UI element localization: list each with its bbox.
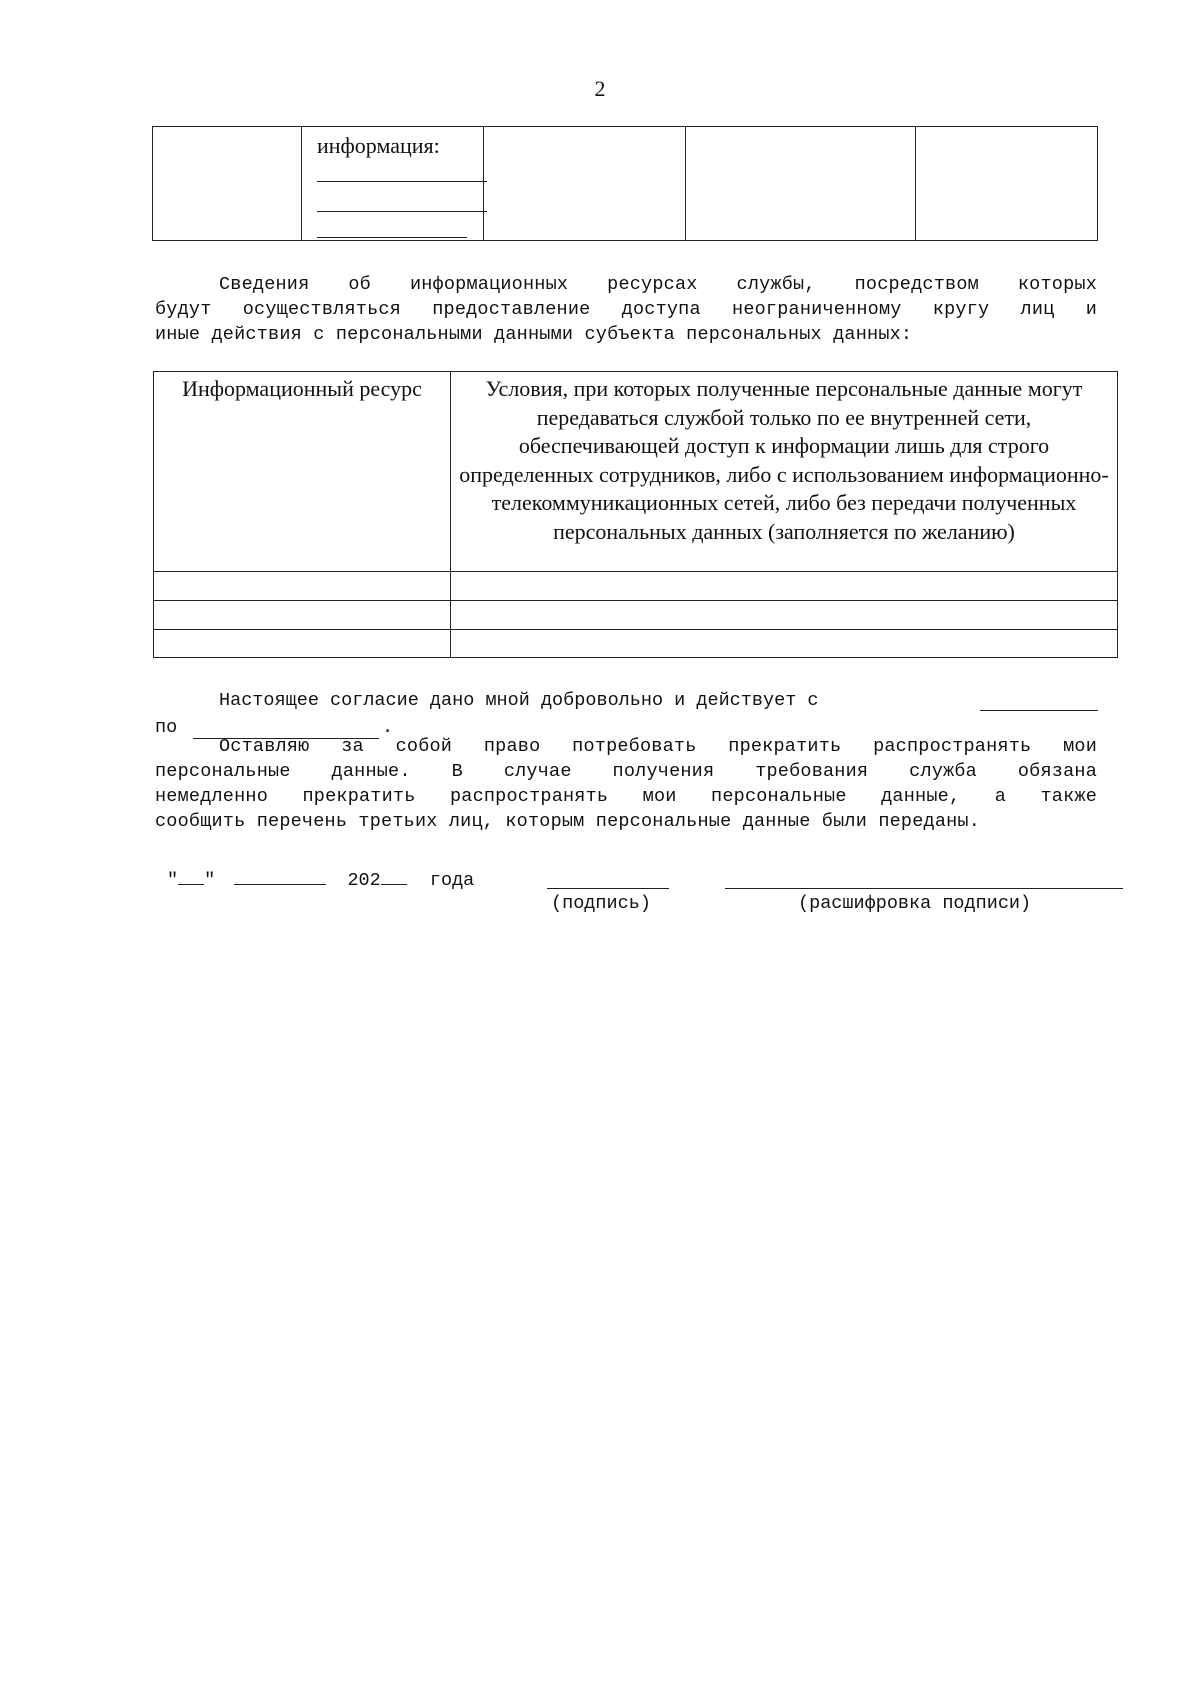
year-word: года xyxy=(429,870,475,891)
signature-caption: (подпись) xyxy=(551,893,651,914)
fill-in-line xyxy=(317,181,487,182)
info-label: информация: xyxy=(317,133,440,158)
signature-decode-field[interactable] xyxy=(725,888,1123,889)
consent-text: Настоящее согласие дано мной добровольно и действует с xyxy=(219,690,819,711)
paragraph-line: будут осуществляться предоставление доступа неограниченному кругу лиц и xyxy=(155,299,1097,320)
fill-in-line xyxy=(317,211,487,212)
table-row-divider xyxy=(154,571,1117,572)
decode-caption: (расшифровка подписи) xyxy=(798,893,1032,914)
table-row-divider xyxy=(154,600,1117,601)
table-column-divider xyxy=(915,127,916,240)
signature-field[interactable] xyxy=(547,888,669,889)
fill-in-line xyxy=(317,237,467,238)
table-column-divider xyxy=(301,127,302,240)
date-from-field[interactable] xyxy=(980,710,1098,711)
page-number: 2 xyxy=(594,76,606,101)
table-column-divider xyxy=(450,372,451,657)
table-continuation xyxy=(152,126,1098,241)
day-field[interactable] xyxy=(178,868,204,885)
revoke-paragraph xyxy=(155,734,1097,834)
paragraph-line: Оставляю за собой право потребовать прекратить распространять мои xyxy=(219,736,1097,757)
year-suffix-field[interactable] xyxy=(381,868,407,885)
period-mark: . xyxy=(382,717,394,738)
paragraph-line: иные действия с персональными данными субъекта персональных данных: xyxy=(155,324,913,345)
consent-line xyxy=(219,690,819,711)
table-column-divider xyxy=(483,127,484,240)
paragraph-line: персональные данные. В случае получения требования служба обязана xyxy=(155,761,1097,782)
paragraph-line: немедленно прекратить распространять мои персональные данные, а также xyxy=(155,786,1097,807)
paragraph-line: Сведения об информационных ресурсах службы, посредством которых xyxy=(219,274,1097,295)
date-block xyxy=(167,868,474,891)
resources-table xyxy=(153,371,1118,658)
quote-open: " xyxy=(167,870,179,891)
resources-paragraph xyxy=(155,272,1097,347)
quote-close: " xyxy=(204,870,216,891)
month-field[interactable] xyxy=(234,868,326,885)
header-resource: Информационный ресурс xyxy=(182,376,422,401)
header-conditions: Условия, при которых полученные персональные данные могут передаваться службой только по ее внутренней сети, обеспечивающей доступ к информации лишь для строго определенных сотрудников, либо с использованием информационно-телекоммуникационных сетей, либо без передачи полученных персональных данных (заполняется по желанию) xyxy=(459,376,1109,544)
paragraph-line: сообщить перечень третьих лиц, которым персональные данные были переданы. xyxy=(155,811,981,832)
po-label: по xyxy=(155,717,178,738)
table-row-divider xyxy=(154,629,1117,630)
year-prefix: 202 xyxy=(347,870,381,891)
table-column-divider xyxy=(685,127,686,240)
